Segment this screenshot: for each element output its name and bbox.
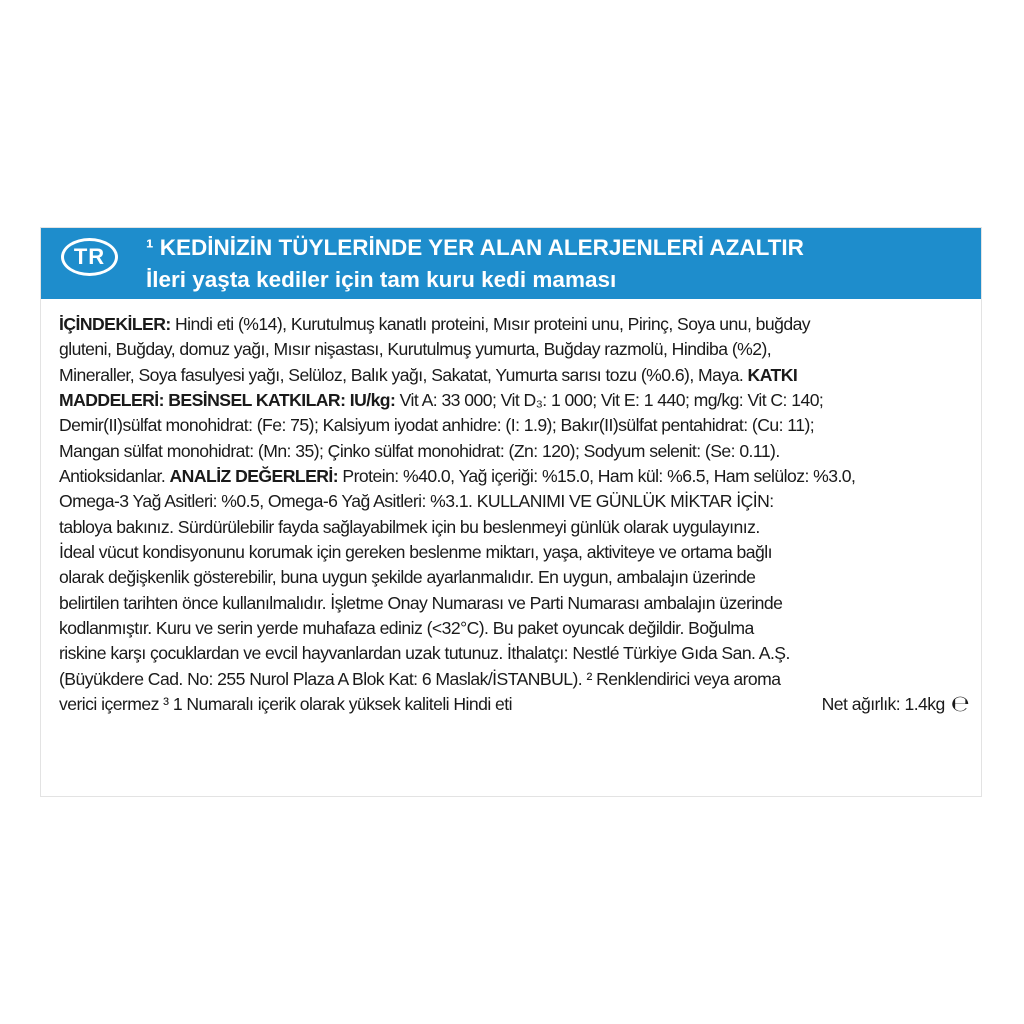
text-line: [59, 540, 979, 565]
text-segment: kodlanmıştır. Kuru ve serin yerde muhafaza ediniz (<32°C). Bu paket oyuncak değildir. Boğulma: [59, 618, 754, 639]
header-claim: ¹ KEDİNİZİN TÜYLERİNDE YER ALAN ALERJENLERİ AZALTIR: [146, 235, 804, 260]
text-line: [59, 312, 979, 337]
text-segment: belirtilen tarihten önce kullanılmalıdır. İşletme Onay Numarası ve Parti Numarası ambalajın üzerinde: [59, 592, 783, 613]
net-weight-group: [822, 692, 969, 717]
body-lines: [59, 312, 979, 692]
text-segment: tabloya bakınız. Sürdürülebilir fayda sağlayabilmek için bu beslenmeyi günlük olarak uygulayınız.: [59, 516, 760, 537]
text-segment: riskine karşı çocuklardan ve evcil hayvanlardan uzak tutunuz. İthalatçı: Nestlé Türkiye Gıda San. A.Ş.: [59, 643, 790, 664]
text-segment: Protein: %40.0, Yağ içeriği: %15.0, Ham kül: %6.5, Ham selüloz: %3.0,: [338, 466, 856, 487]
text-segment: gluteni, Buğday, domuz yağı, Mısır nişastası, Kurutulmuş yumurta, Buğday razmolü, Hindiba (%2),: [59, 339, 772, 360]
bold-heading: KATKI: [747, 364, 798, 385]
text-line: [59, 667, 979, 692]
header-band: [41, 228, 981, 299]
footnote-text: verici içermez ³ 1 Numaralı içerik olarak yüksek kaliteli Hindi eti: [59, 694, 512, 715]
estimate-mark-icon: ℮: [950, 691, 969, 717]
text-line: [59, 388, 979, 413]
text-line: [59, 337, 979, 362]
text-segment: Mineraller, Soya fasulyesi yağı, Selüloz, Balık yağı, Sakatat, Yumurta sarısı tozu (%0.6), Maya.: [59, 364, 748, 385]
bold-heading: ANALİZ DEĞERLERİ:: [169, 466, 339, 487]
last-line: [59, 692, 969, 717]
text-line: [59, 439, 979, 464]
text-segment: İdeal vücut kondisyonunu korumak için gereken beslenme miktarı, yaşa, aktiviteye ve ortama bağlı: [59, 542, 772, 563]
text-line: [59, 413, 979, 438]
label-panel: [40, 227, 982, 797]
bold-heading: İÇİNDEKİLER:: [59, 314, 171, 334]
text-line: [59, 616, 979, 641]
text-line: [59, 363, 979, 388]
text-segment: Hindi eti (%14), Kurutulmuş kanatlı proteini, Mısır proteini unu, Pirinç, Soya unu, buğday: [170, 314, 811, 334]
text-segment: (Büyükdere Cad. No: 255 Nurol Plaza A Blok Kat: 6 Maslak/İSTANBUL). ² Renklendirici veya aroma: [59, 668, 781, 689]
text-segment: Demir(II)sülfat monohidrat: (Fe: 75); Kalsiyum iyodat anhidre: (I: 1.9); Bakır(II)sülfat pentahidrat: (Cu: 11);: [59, 415, 815, 436]
text-line: [59, 515, 979, 540]
text-segment: olarak değişkenlik gösterebilir, buna uygun şekilde ayarlanmalıdır. En uygun, ambalajın üzerinde: [59, 567, 756, 588]
text-segment: Omega-3 Yağ Asitleri: %0.5, Omega-6 Yağ Asitleri: %3.1. KULLANIMI VE GÜNLÜK MİKTAR İÇİN:: [59, 491, 774, 512]
text-segment: Vit A: 33 000; Vit D₃: 1 000; Vit E: 1 440; mg/kg: Vit C: 140;: [395, 390, 824, 411]
text-line: [59, 489, 979, 514]
text-segment: Mangan sülfat monohidrat: (Mn: 35); Çinko sülfat monohidrat: (Zn: 120); Sodyum selenit: (Se: 0.11).: [59, 440, 780, 461]
text-line: [59, 591, 979, 616]
text-line: [59, 641, 979, 666]
ingredients-text: [59, 312, 979, 718]
header-subtitle: İleri yaşta kediler için tam kuru kedi maması: [146, 267, 617, 292]
language-badge: TR: [61, 238, 118, 276]
text-line: [59, 565, 979, 590]
text-line: [59, 464, 979, 489]
net-weight: Net ağırlık: 1.4kg: [821, 694, 945, 715]
text-segment: Antioksidanlar.: [59, 466, 170, 487]
bold-heading: MADDELERİ: BESİNSEL KATKILAR: IU/kg:: [59, 390, 396, 411]
